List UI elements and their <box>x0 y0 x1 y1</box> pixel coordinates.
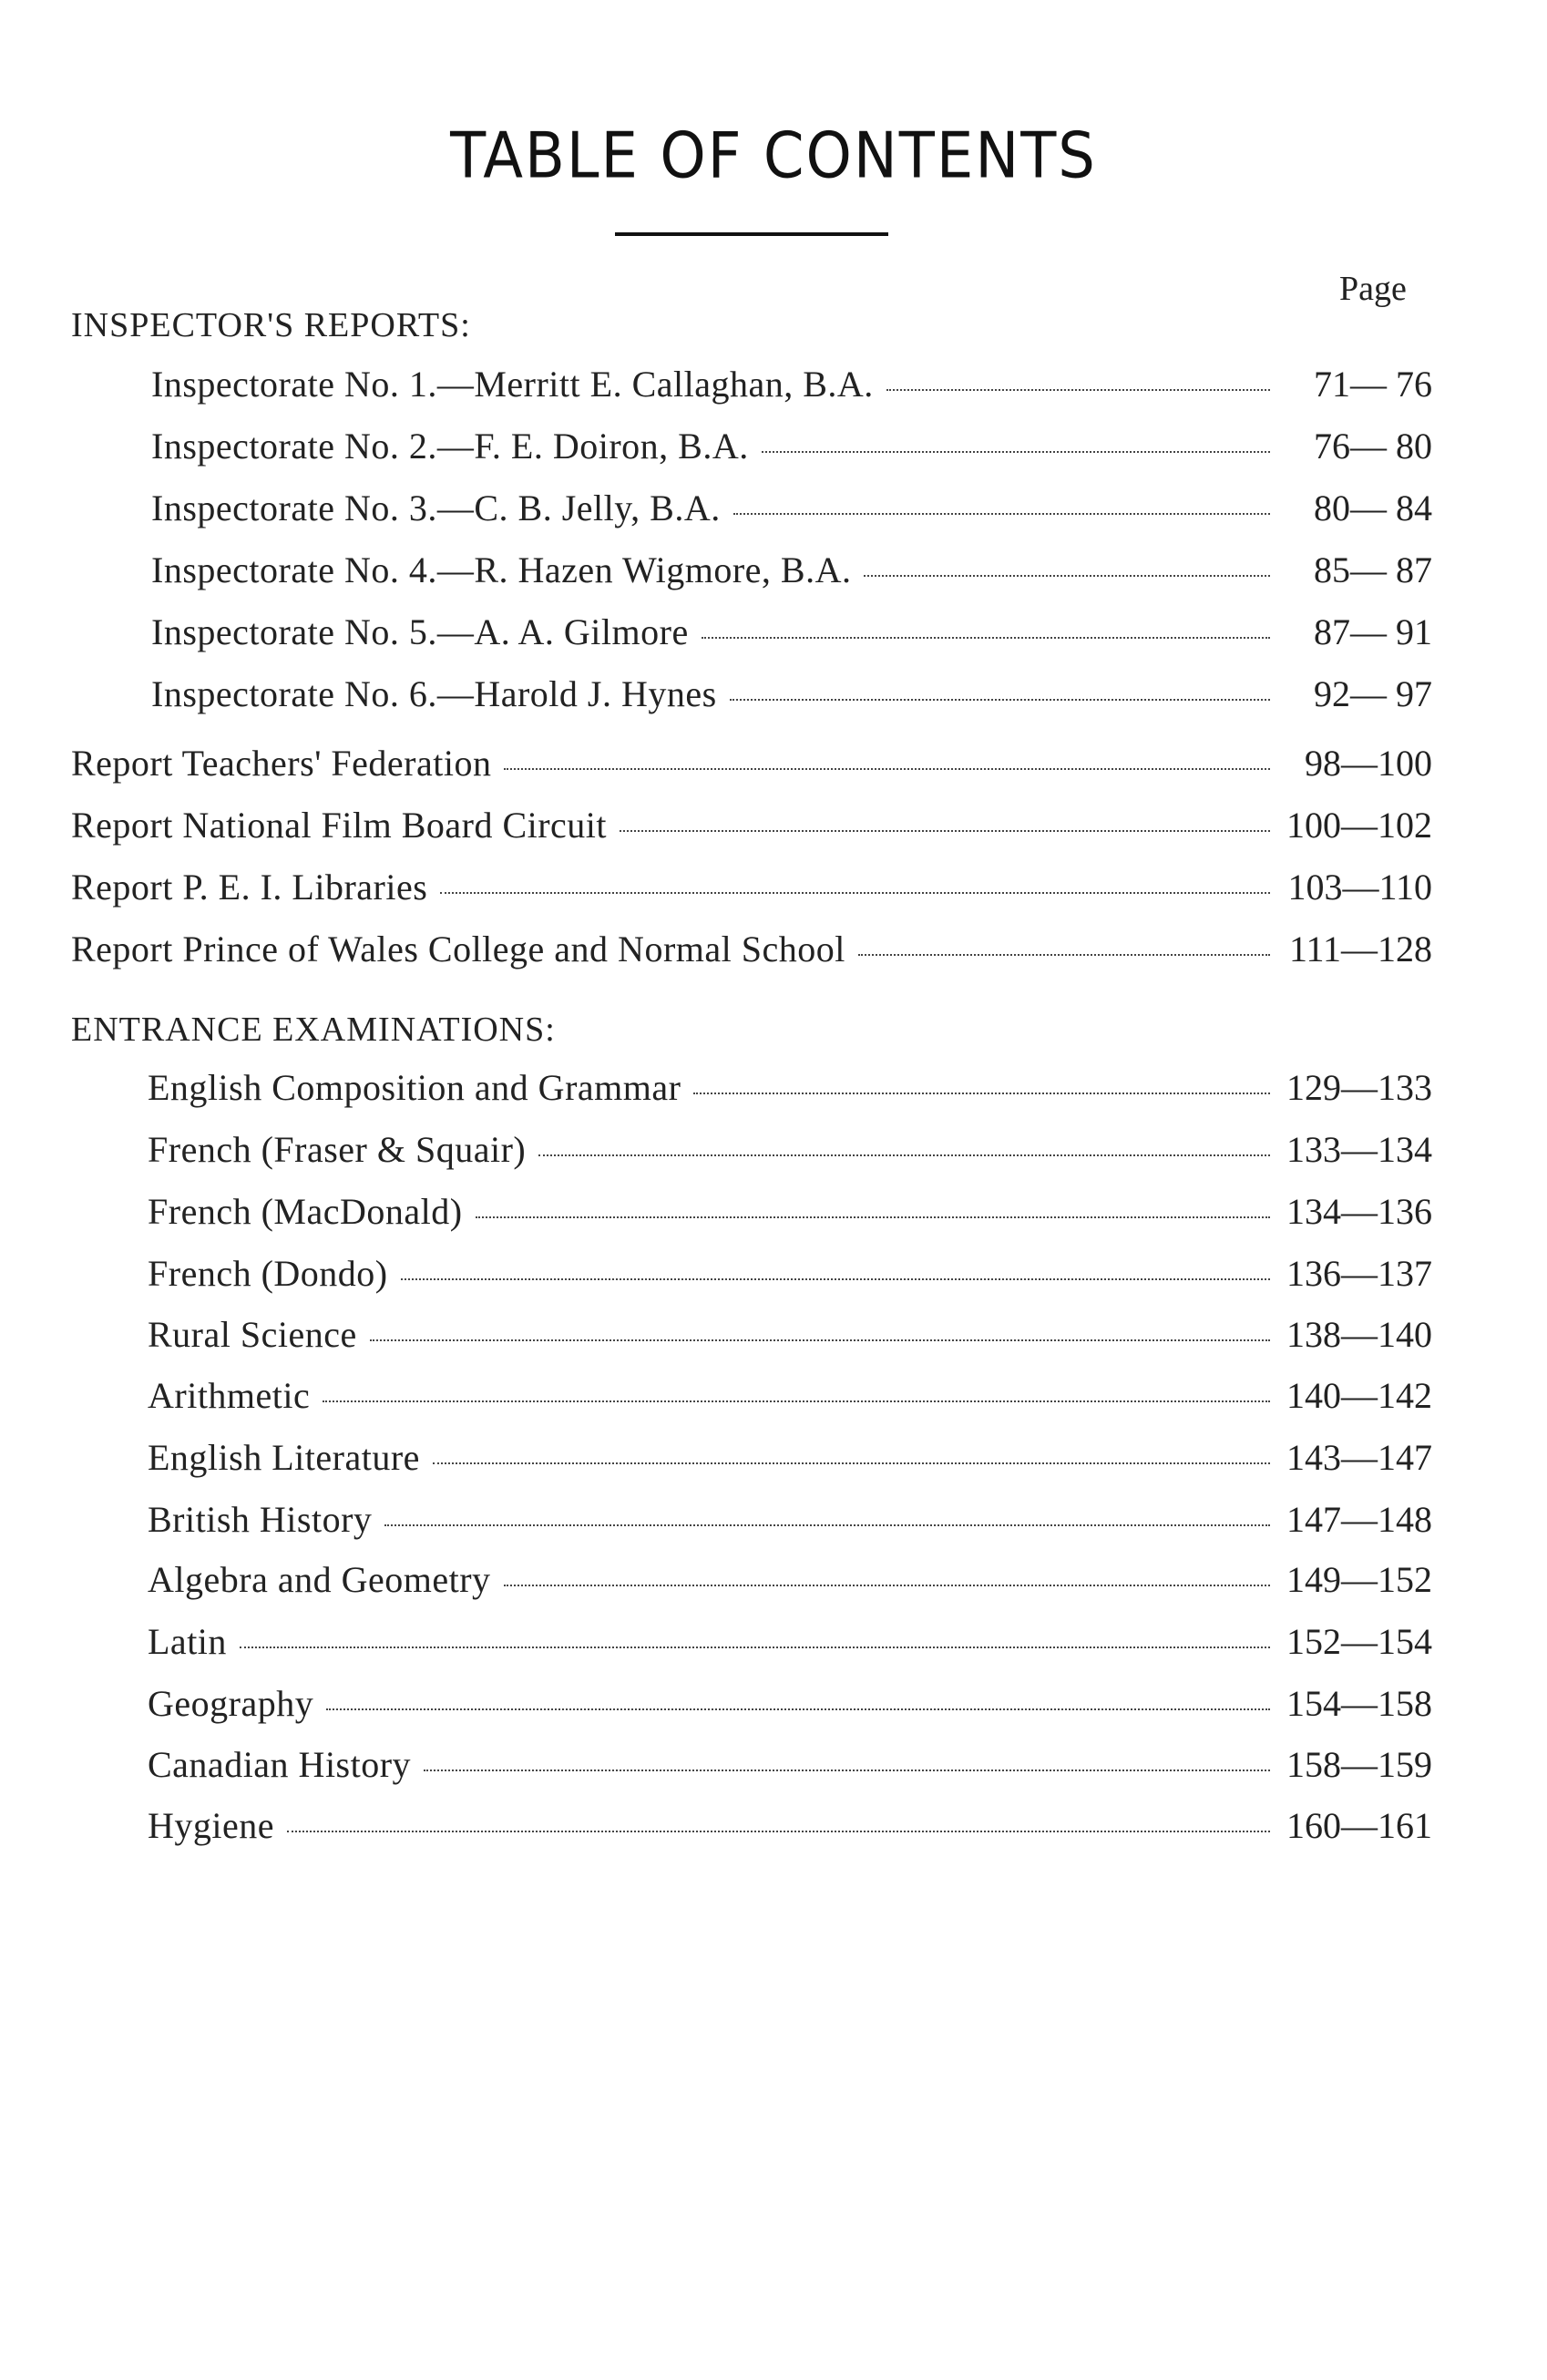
toc-entry[interactable] <box>148 1066 1432 1112</box>
dot-leader <box>538 1154 1270 1156</box>
entry-label: French (Dondo) <box>148 1253 388 1294</box>
dot-leader <box>440 892 1270 894</box>
toc-entry[interactable] <box>151 610 1432 656</box>
toc-entry[interactable] <box>148 1743 1432 1789</box>
entry-pages: 160—161 <box>1286 1805 1432 1846</box>
entry-label: French (MacDonald) <box>148 1191 463 1232</box>
entry-pages: 76— 80 <box>1314 426 1432 467</box>
toc-entry[interactable] <box>148 1558 1432 1604</box>
entry-pages: 149—152 <box>1286 1559 1432 1600</box>
dot-leader <box>476 1216 1270 1218</box>
entrance-heading: ENTRANCE EXAMINATIONS: <box>71 1010 556 1049</box>
toc-entry[interactable] <box>71 804 1432 849</box>
entry-label: Arithmetic <box>148 1375 311 1416</box>
dot-leader <box>401 1278 1270 1280</box>
toc-entry[interactable] <box>71 742 1432 787</box>
entry-label: Report National Film Board Circuit <box>71 805 608 846</box>
entry-pages: 80— 84 <box>1314 487 1432 528</box>
dot-leader <box>504 768 1270 770</box>
dot-leader <box>733 513 1270 515</box>
entry-label: Inspectorate No. 2.—F. E. Doiron, B.A. <box>151 426 749 467</box>
toc-entry[interactable] <box>151 425 1432 470</box>
dot-leader <box>323 1400 1270 1402</box>
dot-leader <box>433 1462 1270 1464</box>
dot-leader <box>858 954 1270 956</box>
dot-leader <box>370 1339 1270 1341</box>
entry-label: Inspectorate No. 6.—Harold J. Hynes <box>151 673 717 714</box>
entry-pages: 85— 87 <box>1314 549 1432 590</box>
entry-label: Canadian History <box>148 1744 412 1785</box>
entry-label: Geography <box>148 1683 314 1724</box>
toc-entry[interactable] <box>148 1620 1432 1666</box>
toc-entry[interactable] <box>151 549 1432 594</box>
entry-label: English Literature <box>148 1437 420 1478</box>
toc-entry[interactable] <box>151 363 1432 408</box>
dot-leader <box>384 1524 1270 1526</box>
entry-pages: 87— 91 <box>1314 611 1432 652</box>
inspectors-heading: INSPECTOR'S REPORTS: <box>71 306 471 344</box>
dot-leader <box>693 1093 1270 1094</box>
dot-leader <box>424 1770 1270 1771</box>
entry-pages: 154—158 <box>1286 1683 1432 1724</box>
entry-pages: 133—134 <box>1286 1129 1432 1170</box>
entry-pages: 134—136 <box>1286 1191 1432 1232</box>
toc-entry[interactable] <box>148 1190 1432 1236</box>
toc-entry[interactable] <box>151 487 1432 532</box>
entry-pages: 111—128 <box>1288 928 1432 969</box>
dot-leader <box>326 1708 1270 1710</box>
entry-label: Inspectorate No. 4.—R. Hazen Wigmore, B.A. <box>151 549 852 590</box>
entry-label: Hygiene <box>148 1805 275 1846</box>
dot-leader <box>762 451 1270 453</box>
dot-leader <box>240 1647 1270 1648</box>
entry-pages: 92— 97 <box>1314 673 1432 714</box>
entry-pages: 158—159 <box>1286 1744 1432 1785</box>
entry-pages: 103—110 <box>1287 867 1432 908</box>
entry-pages: 147—148 <box>1286 1499 1432 1540</box>
entry-pages: 140—142 <box>1286 1375 1432 1416</box>
entry-label: Report Teachers' Federation <box>71 743 492 784</box>
toc-entry[interactable] <box>148 1313 1432 1359</box>
entry-pages: 129—133 <box>1286 1067 1432 1108</box>
page-title: TABLE OF CONTENTS <box>450 120 1097 193</box>
dot-leader <box>702 637 1270 639</box>
page-column-label: Page <box>1339 270 1407 308</box>
entry-pages: 138—140 <box>1286 1314 1432 1355</box>
dot-leader <box>620 830 1270 832</box>
toc-entry[interactable] <box>71 928 1432 973</box>
toc-entry[interactable] <box>71 866 1432 911</box>
entry-pages: 100—102 <box>1286 805 1432 846</box>
entry-label: Inspectorate No. 5.—A. A. Gilmore <box>151 611 689 652</box>
toc-entry[interactable] <box>151 672 1432 718</box>
entry-label: Latin <box>148 1621 227 1662</box>
toc-entry[interactable] <box>148 1252 1432 1298</box>
entry-pages: 143—147 <box>1286 1437 1432 1478</box>
entry-label: British History <box>148 1499 373 1540</box>
entry-label: English Composition and Grammar <box>148 1067 681 1108</box>
toc-entry[interactable] <box>148 1436 1432 1482</box>
toc-entry[interactable] <box>148 1682 1432 1728</box>
toc-entry[interactable] <box>148 1804 1432 1850</box>
entry-pages: 152—154 <box>1286 1621 1432 1662</box>
entry-label: Inspectorate No. 1.—Merritt E. Callaghan, B.A. <box>151 364 874 405</box>
dot-leader <box>886 389 1270 391</box>
entry-label: Inspectorate No. 3.—C. B. Jelly, B.A. <box>151 487 721 528</box>
entry-pages: 136—137 <box>1286 1253 1432 1294</box>
entry-label: Report Prince of Wales College and Normal School <box>71 928 845 969</box>
entry-label: French (Fraser & Squair) <box>148 1129 527 1170</box>
entry-pages: 71— 76 <box>1314 364 1432 405</box>
entry-pages: 98—100 <box>1305 743 1432 784</box>
dot-leader <box>864 575 1270 577</box>
dot-leader <box>287 1831 1270 1832</box>
entry-label: Report P. E. I. Libraries <box>71 867 428 908</box>
toc-entry[interactable] <box>148 1128 1432 1174</box>
toc-entry[interactable] <box>148 1498 1432 1544</box>
entry-label: Algebra and Geometry <box>148 1559 491 1600</box>
toc-entry[interactable] <box>148 1374 1432 1420</box>
title-rule <box>615 232 888 236</box>
entry-label: Rural Science <box>148 1314 357 1355</box>
dot-leader <box>730 699 1270 701</box>
dot-leader <box>504 1585 1270 1586</box>
